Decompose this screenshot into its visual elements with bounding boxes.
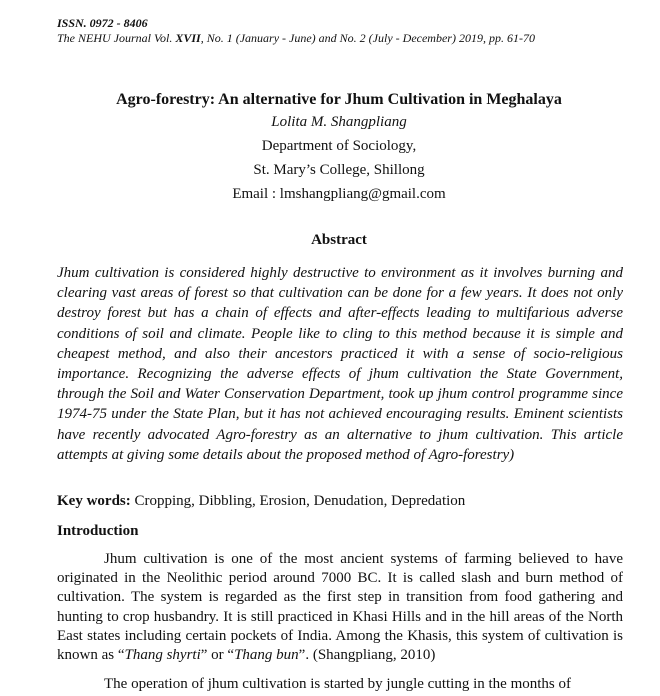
abstract-text: Jhum cultivation is considered highly destructive to environment as it involves burning and clearing vast areas of forest so that cultivation can be done for a few years. It does not only destroy forest but has a chain of effects and after-effects leading to multifarious adverse conditions of soil and climate. People like to cling to this method because it is simple and cheapest method, and also their ancestors practiced it with a sense of socio-religious importance. Recognizing the adverse effects of jhum cultivation the State Government, through the Soil and Water Conservation Department, took up jhum control programme since 1974-75 under the State Plan, but it has not achieved encouraging results. Eminent scientists have recently advocated Agro-forestry as an alternative to jhum cultivation. This article attempts at giving some details about the proposed method of Agro-forestry) — [57, 265, 623, 463]
journal-reference — [57, 31, 647, 46]
abstract-heading: Abstract — [311, 232, 367, 248]
introduction-heading: Introduction — [57, 523, 139, 539]
term-thang-bun: Thang bun — [234, 647, 299, 664]
term-thang-shyrti: Thang shyrti — [124, 647, 201, 664]
keywords — [57, 491, 627, 511]
author-email: Email : lmshangpliang@gmail.com — [232, 186, 446, 202]
introduction-paragraph-1 — [57, 550, 623, 665]
author-name: Lolita M. Shangpliang — [271, 114, 407, 130]
introduction-paragraph-2: The operation of jhum cultivation is started by jungle cutting in the months of — [104, 676, 571, 692]
keywords-label: Key words: — [57, 493, 131, 509]
article-title: Agro-forestry: An alternative for Jhum Cultivation in Meghalaya — [116, 91, 562, 108]
journal-ref-suffix: , No. 1 (January - June) and No. 2 (July - December) 2019, pp. 61-70 — [200, 31, 535, 45]
journal-volume: XVII — [175, 31, 201, 45]
para1-part-c: ”. (Shangpliang, 2010) — [298, 647, 436, 664]
para1-part-a: Jhum cultivation is one of the most ancient systems of farming believed to have originated in the Neolithic period around 7000 BC. It is called slash and burn method of cultivation. The system is regarded as the first step in transition from food gathering and hunting to crop husbandry. It is still practiced in Khasi Hills and in the hill areas of the North East states including certain pockets of India. Among the Khasis, this system of cultivation is known as “ — [57, 551, 623, 664]
journal-header — [57, 16, 647, 46]
journal-ref-prefix: The NEHU Journal Vol. — [57, 31, 176, 45]
para1-part-b: ” or “ — [200, 647, 235, 664]
keywords-text: Cropping, Dibbling, Erosion, Denudation, Depredation — [130, 493, 466, 509]
author-department: Department of Sociology, — [261, 138, 417, 154]
issn: ISSN. 0972 - 8406 — [57, 16, 148, 30]
author-college: St. Mary’s College, Shillong — [253, 162, 425, 178]
